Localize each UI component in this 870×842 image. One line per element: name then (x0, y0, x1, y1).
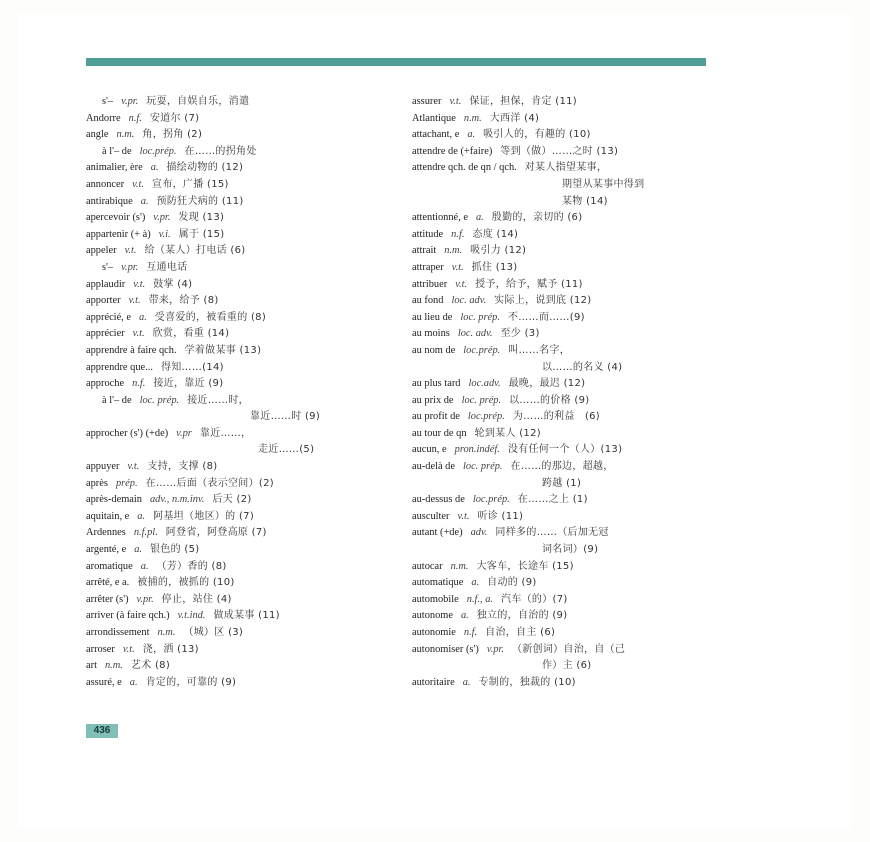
entry-headword: autocar (412, 560, 443, 572)
entry-definition: （芳）香的 (8) (156, 560, 227, 572)
glossary-entry (412, 243, 712, 260)
entry-definition: 态度 (14) (472, 228, 519, 240)
entry-part-of-speech: a. (150, 162, 159, 174)
entry-part-of-speech: loc. adv. (457, 328, 493, 340)
entry-headword: arrêté, e a. (86, 577, 130, 589)
entry-headword: à l'– de (102, 145, 132, 157)
entry-headword: s'– (102, 261, 114, 273)
glossary-entry (412, 127, 712, 144)
entry-headword: arrêter (s') (86, 593, 129, 605)
glossary-entry (412, 525, 712, 558)
entry-definition: 专制的，独裁的 (10) (478, 676, 576, 688)
entry-headword: attraper (412, 261, 444, 273)
entry-definition: 发现 (13) (178, 212, 225, 224)
entry-headword: apercevoir (s') (86, 212, 146, 224)
entry-part-of-speech: a. (462, 676, 471, 688)
entry-definition-continued: 以……的名义 (4) (542, 361, 623, 373)
entry-definition: 不……而……(9) (507, 311, 585, 323)
glossary-entry (86, 542, 386, 559)
entry-headword: autoritaire (412, 676, 455, 688)
glossary-entry (412, 393, 712, 410)
entry-definition-continued: 作）主 (6) (542, 660, 592, 672)
entry-part-of-speech: n.f. (128, 112, 142, 124)
entry-headword: à l'– de (102, 394, 132, 406)
glossary-entry (86, 376, 386, 393)
glossary-entry (86, 642, 386, 659)
entry-headword: apprécier (86, 328, 125, 340)
entry-part-of-speech: n.m. (450, 560, 469, 572)
glossary-entry (86, 177, 386, 194)
entry-headword: après-demain (86, 494, 142, 506)
entry-headword: arrondissement (86, 627, 150, 638)
entry-definition: 至少 (3) (500, 328, 540, 340)
entry-part-of-speech: v.t. (132, 178, 145, 190)
glossary-entry (412, 509, 712, 526)
entry-definition: 接近，靠近 (9) (153, 378, 224, 390)
entry-definition: 描绘动物的 (12) (166, 162, 244, 174)
glossary-entry (412, 625, 712, 642)
entry-headword: animalier, ère (86, 162, 143, 174)
glossary-entry (86, 94, 386, 111)
glossary-entry (412, 210, 712, 227)
glossary-entry (86, 592, 386, 609)
entry-part-of-speech: n.f. (132, 378, 146, 390)
entry-headword: arriver (à faire qch.) (86, 610, 170, 622)
entry-headword: appuyer (86, 461, 120, 473)
entry-part-of-speech: n.f.pl. (133, 527, 158, 539)
entry-definition: 预防狂犬病的 (11) (156, 195, 244, 207)
glossary-entry (86, 111, 386, 128)
glossary-entry (86, 127, 386, 144)
glossary-entry (86, 227, 386, 244)
entry-part-of-speech: n.m. (444, 245, 463, 257)
entry-part-of-speech: a. (460, 610, 469, 622)
entry-part-of-speech: loc. prép. (139, 394, 180, 406)
entry-definition: 大客车，长途车 (15) (476, 560, 574, 572)
entry-part-of-speech: a. (137, 510, 146, 522)
entry-part-of-speech: v.pr. (121, 96, 139, 107)
entry-part-of-speech: v.t. (449, 96, 462, 107)
entry-definition: 得知……(14) (160, 361, 224, 373)
entry-part-of-speech: n.f. (463, 627, 478, 638)
entry-definition: 在……之上 (1) (517, 494, 588, 506)
entry-part-of-speech: v.t. (457, 510, 470, 522)
entry-headword: assuré, e (86, 676, 122, 688)
entry-part-of-speech: n.f. (451, 228, 465, 240)
glossary-entry (86, 360, 386, 377)
glossary-entry (86, 293, 386, 310)
entry-headword: automatique (412, 577, 464, 589)
entry-part-of-speech: loc. prép. (460, 311, 500, 323)
entry-headword: autonomiser (s') (412, 643, 479, 655)
entry-definition: 后天 (2) (212, 494, 252, 506)
entry-part-of-speech: pron.indéf. (454, 444, 500, 456)
glossary-entry (412, 343, 712, 376)
entry-definition: 没有任何一个（人）(13) (507, 444, 623, 456)
entry-part-of-speech: a. (471, 577, 480, 589)
entry-headword: Ardennes (86, 527, 126, 539)
entry-definition: 银色的 (5) (150, 544, 200, 556)
entry-definition: 给（某人）打电话 (6) (144, 245, 246, 257)
entry-definition: 实际上，说到底 (12) (494, 295, 592, 307)
entry-headword: angle (86, 129, 109, 141)
glossary-entry (86, 326, 386, 343)
entry-definition: 叫……名字， (508, 344, 571, 356)
entry-definition: 靠近……， (199, 427, 252, 439)
entry-definition: 最晚，最迟 (12) (508, 378, 586, 390)
glossary-entry (412, 293, 712, 310)
entry-definition: 听诊 (11) (477, 510, 524, 522)
entry-definition: 停止，站住 (4) (161, 593, 232, 605)
glossary-entry (412, 592, 712, 609)
entry-definition: 在……的拐角处 (184, 145, 257, 157)
entry-headword: approche (86, 378, 125, 390)
glossary-entry (86, 160, 386, 177)
entry-headword: Atlantique (412, 112, 456, 124)
entry-headword: apprécié, e (86, 311, 131, 323)
entry-definition: （城）区 (3) (183, 627, 244, 638)
entry-headword: au-delà de (412, 461, 455, 473)
entry-definition: 独立的，自治的 (9) (476, 610, 568, 622)
entry-headword: Andorre (86, 112, 121, 124)
glossary-right-column (412, 94, 712, 691)
glossary-entry (86, 675, 386, 692)
entry-definition: 宣布，广播 (15) (152, 178, 229, 190)
entry-headword: attendre qch. de qn / qch. (412, 162, 517, 174)
entry-headword: aromatique (86, 560, 133, 572)
entry-part-of-speech: v.t. (127, 461, 140, 473)
entry-headword: assurer (412, 96, 442, 107)
entry-definition: 吸引人的，有趣的 (10) (483, 129, 591, 141)
glossary-entry (86, 243, 386, 260)
entry-part-of-speech: v.pr. (486, 643, 504, 655)
entry-part-of-speech: loc. adv. (451, 295, 487, 307)
entry-part-of-speech: a. (475, 212, 484, 224)
entry-definition: 欣赏，看重 (14) (152, 328, 230, 340)
entry-headword: au lieu de (412, 311, 453, 323)
entry-part-of-speech: loc.prép. (463, 344, 501, 356)
entry-headword: aucun, e (412, 444, 447, 456)
glossary-entry (86, 210, 386, 227)
entry-part-of-speech: v.pr. (136, 593, 154, 605)
entry-definition-continued: 词名词）(9) (542, 544, 599, 556)
entry-headword: au fond (412, 295, 444, 307)
entry-definition: 自动的 (9) (487, 577, 537, 589)
glossary-entry (412, 492, 712, 509)
glossary-entry (86, 658, 386, 675)
entry-definition: 抓住 (13) (471, 261, 518, 273)
entry-part-of-speech: n.m. (104, 660, 123, 672)
entry-headword: art (86, 660, 97, 672)
entry-headword: ausculter (412, 510, 450, 522)
entry-definition: 属于 (15) (178, 228, 225, 240)
entry-part-of-speech: a. (140, 560, 149, 572)
glossary-entry (412, 260, 712, 277)
glossary-entry (86, 426, 386, 459)
glossary-entry (86, 277, 386, 294)
entry-part-of-speech: loc.prép. (472, 494, 510, 506)
entry-definition-continued: 走近……(5) (258, 444, 315, 456)
entry-headword: après (86, 477, 108, 489)
glossary-entry (86, 575, 386, 592)
entry-definition: 做成某事 (11) (213, 610, 280, 622)
glossary-entry (412, 409, 712, 426)
glossary-left-column (86, 94, 386, 691)
entry-definition-continued: 期望从某事中得到 (562, 178, 645, 190)
glossary-entry (86, 144, 386, 161)
entry-headword: automobile (412, 593, 459, 605)
entry-definition-continued: 跨越 (1) (542, 477, 582, 489)
glossary-entry (86, 509, 386, 526)
glossary-entry (86, 492, 386, 509)
glossary-entry (412, 376, 712, 393)
entry-part-of-speech: v.t. (124, 245, 137, 257)
entry-part-of-speech: a. (140, 195, 149, 207)
entry-part-of-speech: n.m. (116, 129, 135, 141)
entry-headword: approcher (s') (+de) (86, 427, 169, 439)
glossary-entry (86, 459, 386, 476)
entry-definition: 带来，给予 (8) (148, 295, 219, 307)
glossary-entry (86, 525, 386, 542)
entry-part-of-speech: v.i. (158, 228, 171, 240)
entry-part-of-speech: n.m. (157, 627, 176, 638)
entry-definition: 互通电话 (146, 261, 188, 273)
entry-definition: 汽车（的）(7) (501, 593, 568, 605)
glossary-entry (412, 160, 712, 210)
entry-definition: 受喜爱的，被看重的 (8) (154, 311, 267, 323)
entry-headword: au tour de qn (412, 427, 467, 439)
entry-headword: annoncer (86, 178, 125, 190)
entry-definition: （新创词）自治，自（己 (511, 643, 626, 655)
entry-part-of-speech: a. (129, 676, 138, 688)
entry-headword: au plus tard (412, 378, 461, 390)
entry-definition: 被捕的，被抓的 (10) (137, 577, 235, 589)
entry-definition: 吸引力 (12) (470, 245, 527, 257)
entry-headword: au nom de (412, 344, 456, 356)
entry-definition: 在……后面（表示空间）(2) (145, 477, 274, 489)
entry-part-of-speech: a. (134, 544, 142, 556)
entry-headword: au profit de (412, 411, 460, 423)
entry-part-of-speech: v.t.ind. (177, 610, 206, 622)
entry-part-of-speech: loc. prép. (461, 394, 502, 406)
entry-headword: apprendre à faire qch. (86, 344, 177, 356)
entry-part-of-speech: a. (139, 311, 147, 323)
entry-part-of-speech: v.t. (132, 328, 145, 340)
entry-part-of-speech: v.pr. (121, 261, 139, 273)
entry-part-of-speech: v.t. (122, 643, 135, 655)
entry-headword: aquitain, e (86, 510, 130, 522)
entry-definition-continued: 靠近……时 (9) (250, 411, 321, 423)
entry-definition: 大西洋 (4) (489, 112, 540, 124)
glossary-entry (412, 459, 712, 492)
entry-definition: 自治，自主 (6) (485, 627, 556, 638)
entry-definition: 浇，洒 (13) (142, 643, 199, 655)
entry-headword: applaudir (86, 278, 126, 290)
glossary-entry (412, 144, 712, 161)
entry-headword: apprendre que... (86, 361, 153, 373)
glossary-entry (86, 260, 386, 277)
entry-part-of-speech: adv., n.m.inv. (149, 494, 205, 506)
glossary-entry (412, 675, 712, 692)
entry-part-of-speech: loc. prép. (462, 461, 503, 473)
entry-headword: au-dessus de (412, 494, 465, 506)
entry-headword: attrait (412, 245, 437, 257)
glossary-entry (412, 227, 712, 244)
glossary-entry (86, 625, 386, 642)
entry-part-of-speech: adv. (470, 527, 488, 539)
entry-definition-continued: 某物 (14) (562, 195, 608, 207)
entry-part-of-speech: a. (467, 129, 476, 141)
header-rule (86, 58, 706, 66)
entry-headword: s'– (102, 96, 114, 107)
glossary-entry (86, 476, 386, 493)
entry-definition: 保证，担保，肯定 (11) (469, 96, 577, 107)
entry-headword: autonome (412, 610, 453, 622)
glossary-entry (412, 642, 712, 675)
entry-definition: 支持，支撑 (8) (147, 461, 218, 473)
entry-headword: autonomie (412, 627, 456, 638)
entry-definition: 肯定的，可靠的 (9) (145, 676, 237, 688)
entry-headword: argenté, e (86, 544, 127, 556)
glossary-entry (86, 559, 386, 576)
entry-part-of-speech: v.t. (128, 295, 141, 307)
entry-definition: 轮到某人 (12) (474, 427, 541, 439)
entry-part-of-speech: loc.prép. (139, 145, 177, 157)
entry-definition: 阿登省，阿登高原 (7) (165, 527, 267, 539)
glossary-entry (412, 442, 712, 459)
entry-headword: attendre de (+faire) (412, 145, 493, 157)
entry-headword: appeler (86, 245, 117, 257)
glossary-entry (86, 608, 386, 625)
entry-definition: 安道尔 (7) (149, 112, 200, 124)
entry-headword: au prix de (412, 394, 454, 406)
glossary-entry (412, 575, 712, 592)
entry-definition: 阿基坦（地区）的 (7) (153, 510, 255, 522)
glossary-entry (86, 194, 386, 211)
glossary-entry (412, 608, 712, 625)
entry-definition: 对某人指望某事， (524, 162, 608, 174)
glossary-entry (412, 326, 712, 343)
entry-definition: 鼓掌 (4) (153, 278, 193, 290)
entry-part-of-speech: v.pr (176, 427, 192, 439)
entry-part-of-speech: prép. (115, 477, 138, 489)
glossary-entry (412, 277, 712, 294)
glossary-entry (412, 426, 712, 443)
entry-headword: attitude (412, 228, 444, 240)
entry-headword: apporter (86, 295, 121, 307)
entry-part-of-speech: v.t. (455, 278, 468, 290)
entry-part-of-speech: v.pr. (153, 212, 171, 224)
entry-headword: au moins (412, 328, 450, 340)
entry-part-of-speech: loc.adv. (468, 378, 501, 390)
entry-headword: attribuer (412, 278, 448, 290)
glossary-entry (412, 310, 712, 327)
glossary-entry (412, 94, 712, 111)
entry-headword: arroser (86, 643, 115, 655)
entry-definition: 玩耍，自娱自乐，消遣 (146, 96, 250, 107)
entry-definition: 学着做某事 (13) (184, 344, 262, 356)
entry-headword: attachant, e (412, 129, 460, 141)
entry-definition: 同样多的……（后加无冠 (495, 527, 609, 539)
entry-headword: antirabique (86, 195, 133, 207)
entry-definition: 授予，给予，赋予 (11) (475, 278, 583, 290)
glossary-entry (412, 559, 712, 576)
glossary-entry (86, 393, 386, 426)
glossary-entry (412, 111, 712, 128)
entry-part-of-speech: n.f., a. (466, 593, 494, 605)
entry-part-of-speech: v.t. (133, 278, 146, 290)
entry-definition: 在……的那边，超越， (510, 461, 614, 473)
page-number: 436 (86, 724, 118, 738)
entry-part-of-speech: loc.prép. (467, 411, 505, 423)
entry-definition: 为……的利益 (6) (512, 411, 601, 423)
entry-headword: autant (+de) (412, 527, 463, 539)
entry-definition: 等到（做）……之时 (13) (500, 145, 619, 157)
entry-part-of-speech: n.m. (463, 112, 482, 124)
entry-definition: 殷勤的，亲切的 (6) (491, 212, 583, 224)
entry-headword: attentionné, e (412, 212, 468, 224)
entry-headword: appartenir (+ à) (86, 228, 151, 240)
entry-definition: 艺术 (8) (130, 660, 171, 672)
glossary-entry (86, 310, 386, 327)
entry-definition: 角，拐角 (2) (142, 129, 203, 141)
entry-part-of-speech: v.t. (451, 261, 464, 273)
entry-definition: 接近……时， (187, 394, 249, 406)
entry-definition: 以……的价格 (9) (509, 394, 590, 406)
glossary-entry (86, 343, 386, 360)
